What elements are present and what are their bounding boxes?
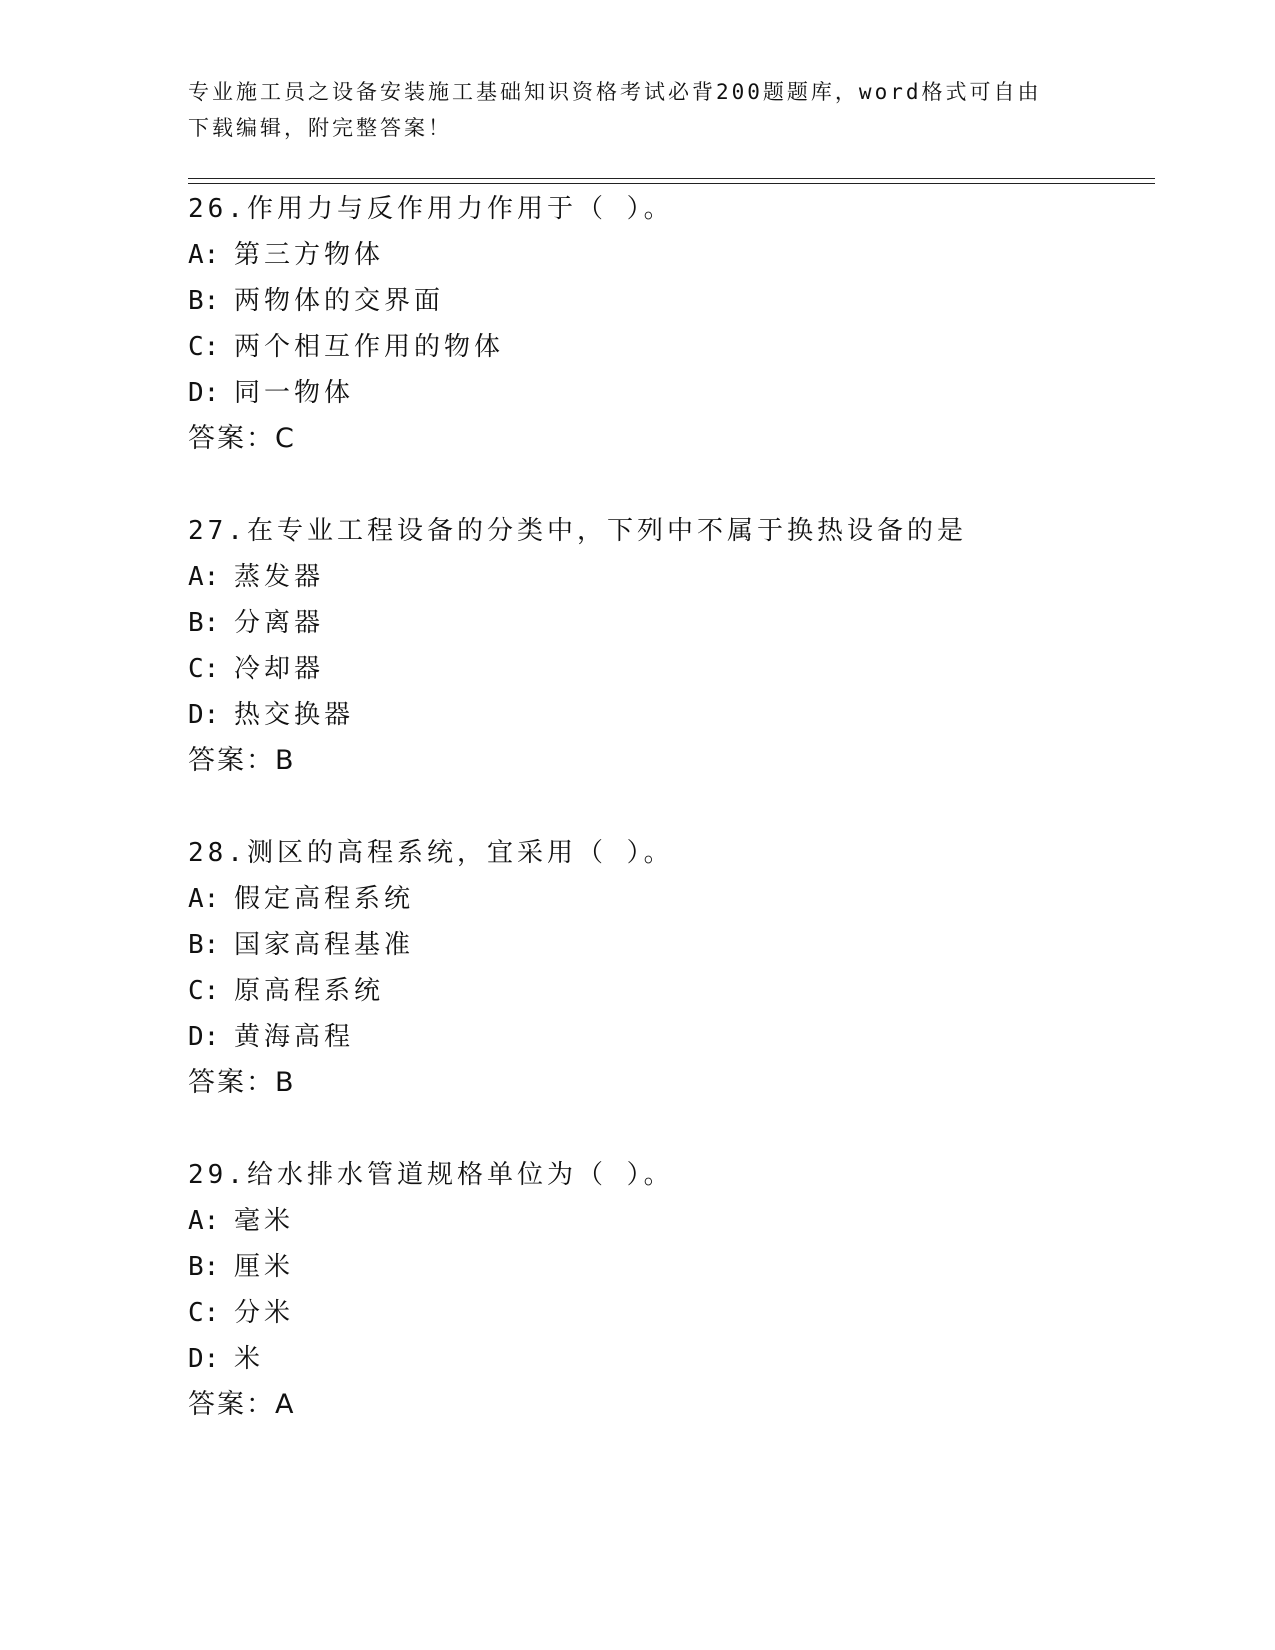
option-key: A: (188, 884, 220, 914)
question-27 (188, 508, 1188, 784)
option-text: 假定高程系统 (234, 884, 415, 914)
option-d (188, 1014, 1188, 1060)
option-c (188, 1290, 1188, 1336)
option-b (188, 278, 1188, 324)
header-divider-bottom (188, 183, 1155, 184)
option-b (188, 600, 1188, 646)
answer: 答案：A (188, 1389, 296, 1420)
question-stem: 29.给水排水管道规格单位为（ ）。 (188, 1160, 674, 1190)
answer: 答案：C (188, 423, 296, 454)
option-key: C: (188, 976, 220, 1006)
option-text: 两物体的交界面 (234, 286, 445, 316)
option-key: B: (188, 930, 220, 960)
option-b (188, 922, 1188, 968)
question-28 (188, 830, 1188, 1106)
option-a (188, 1198, 1188, 1244)
option-c (188, 324, 1188, 370)
option-text: 黄海高程 (234, 1022, 355, 1052)
option-d (188, 692, 1188, 738)
option-text: 原高程系统 (234, 976, 385, 1006)
option-a (188, 554, 1188, 600)
option-text: 米 (234, 1344, 265, 1374)
option-c (188, 968, 1188, 1014)
option-text: 热交换器 (234, 700, 355, 730)
option-key: C: (188, 1298, 220, 1328)
option-key: A: (188, 240, 220, 270)
option-a (188, 876, 1188, 922)
option-d (188, 1336, 1188, 1382)
question-stem: 28.测区的高程系统，宜采用（ ）。 (188, 838, 674, 868)
option-text: 毫米 (234, 1206, 295, 1236)
option-text: 第三方物体 (234, 240, 385, 270)
option-key: A: (188, 1206, 220, 1236)
option-text: 两个相互作用的物体 (234, 332, 505, 362)
option-key: D: (188, 1344, 220, 1374)
question-stem: 26.作用力与反作用力作用于（ ）。 (188, 194, 674, 224)
option-text: 国家高程基准 (234, 930, 415, 960)
header-line-1: 专业施工员之设备安装施工基础知识资格考试必背200题题库，word格式可自由 (188, 80, 1042, 104)
option-b (188, 1244, 1188, 1290)
option-text: 同一物体 (234, 378, 355, 408)
option-key: D: (188, 378, 220, 408)
option-text: 冷却器 (234, 654, 325, 684)
header-line-2: 下载编辑，附完整答案！ (188, 116, 452, 140)
question-stem: 27.在专业工程设备的分类中，下列中不属于换热设备的是 (188, 516, 967, 546)
option-key: D: (188, 700, 220, 730)
answer: 答案：B (188, 1067, 296, 1098)
option-key: B: (188, 1252, 220, 1282)
question-26 (188, 186, 1188, 462)
option-d (188, 370, 1188, 416)
option-key: B: (188, 286, 220, 316)
option-text: 厘米 (234, 1252, 295, 1282)
option-key: C: (188, 332, 220, 362)
document-header (188, 74, 1088, 146)
option-c (188, 646, 1188, 692)
option-a (188, 232, 1188, 278)
option-text: 分离器 (234, 608, 325, 638)
answer: 答案：B (188, 745, 296, 776)
option-key: D: (188, 1022, 220, 1052)
option-text: 蒸发器 (234, 562, 325, 592)
option-text: 分米 (234, 1298, 295, 1328)
option-key: A: (188, 562, 220, 592)
option-key: B: (188, 608, 220, 638)
header-divider-top (188, 178, 1155, 179)
option-key: C: (188, 654, 220, 684)
question-29 (188, 1152, 1188, 1428)
